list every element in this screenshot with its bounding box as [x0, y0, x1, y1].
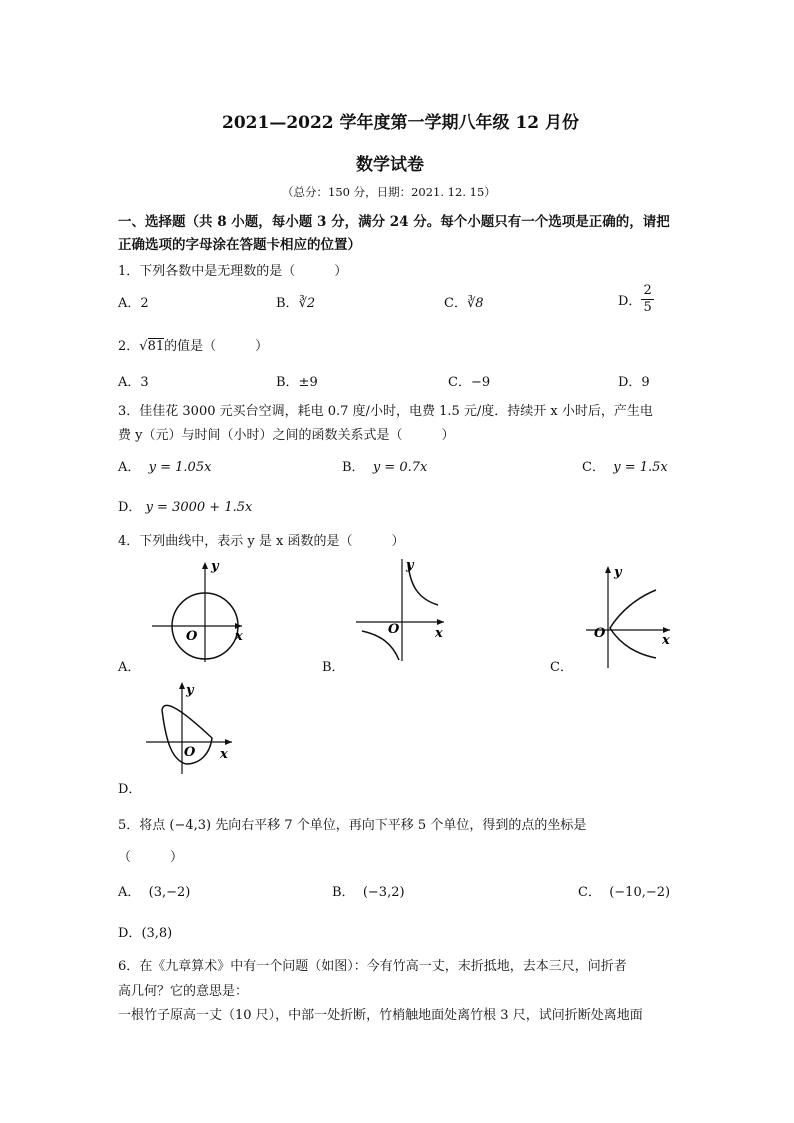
q1-stem: 1．下列各数中是无理数的是（ ）: [118, 264, 348, 279]
q3-option-d: D． y = 3000 + 1.5x: [118, 500, 253, 515]
q1-option-d-fraction: $\frac{2}{5}$: [643, 283, 652, 315]
q1-option-b: B．∛2: [276, 296, 316, 311]
q1-option-c: C．∛8: [444, 296, 484, 311]
exam-subtitle: 数学试卷: [356, 155, 424, 175]
q2-stem: 2．√81的值是（ ）: [118, 339, 269, 354]
q1-option-c-math: ∛8: [466, 296, 484, 311]
q1-option-a: A．2: [118, 296, 149, 311]
section-heading-line1: 一、选择题（共 8 小题，每小题 3 分，满分 24 分。每个小题只有一个选项是正确的，请把: [118, 214, 670, 230]
q3-option-a: A． y = 1.05x: [118, 460, 212, 475]
q4-option-a: A．: [118, 660, 141, 675]
section-heading-line2: 正确选项的字母涂在答题卡相应的位置）: [118, 237, 361, 253]
q4-option-c: C．: [550, 660, 573, 675]
q4-graph-d: [142, 680, 242, 776]
q4-stem: 4．下列曲线中，表示 y 是 x 函数的是（ ）: [118, 534, 405, 549]
svg-text:O: O: [594, 626, 606, 641]
q6-line2: 高几何？它的意思是：: [118, 984, 249, 999]
q2-option-b: B．±9: [276, 375, 318, 390]
q2-radicand: 81: [147, 339, 165, 354]
q1-option-d: D． $\frac{2}{5}$: [618, 283, 652, 315]
q3-line2: 费 y（元）与时间（小时）之间的函数关系式是（ ）: [118, 428, 455, 443]
svg-text:y: y: [614, 565, 622, 580]
q5-option-b: B． (−3,2): [332, 885, 405, 900]
q3-option-c: C． y = 1.5x: [582, 460, 668, 475]
q4-option-b: B．: [322, 660, 345, 675]
q4-graph-a: [150, 558, 250, 664]
q4-graph-c: [584, 562, 676, 670]
q2-option-a: A．3: [118, 375, 149, 390]
q5-option-a: A． (3,−2): [118, 885, 191, 900]
q3-option-b: B． y = 0.7x: [342, 460, 428, 475]
q1-option-b-math: ∛2: [298, 296, 316, 311]
q4-graph-b: [352, 555, 452, 665]
sqrt-symbol: √: [139, 339, 148, 354]
svg-text:x: x: [220, 747, 228, 762]
q5-option-c: C． (−10,−2): [578, 885, 671, 900]
q5-line2: （ ）: [118, 850, 184, 865]
svg-text:y: y: [211, 559, 219, 574]
svg-text:O: O: [388, 622, 400, 637]
q3-line1: 3．佳佳花 3000 元买台空调，耗电 0.7 度/小时，电费 1.5 元/度．持续开 x 小时后，产生电: [118, 404, 653, 419]
q2-option-c: C．−9: [448, 375, 491, 390]
svg-text:x: x: [435, 626, 443, 641]
svg-text:y: y: [406, 558, 414, 573]
exam-title: 2021—2022 学年度第一学期八年级 12 月份: [222, 113, 580, 133]
svg-text:x: x: [235, 629, 243, 644]
q6-line3: 一根竹子原高一丈（10 尺），中部一处折断，竹梢触地面处离竹根 3 尺，试问折断处离地面: [118, 1008, 643, 1023]
q5-option-d: D．(3,8): [118, 926, 173, 941]
q5-line1: 5．将点 (−4,3) 先向右平移 7 个单位，再向下平移 5 个单位，得到的点的坐标是: [118, 818, 587, 833]
svg-text:O: O: [184, 745, 196, 760]
svg-text:x: x: [662, 633, 670, 648]
q4-option-d: D．: [118, 782, 142, 797]
svg-text:O: O: [186, 629, 198, 644]
exam-info: （总分：150 分，日期：2021. 12. 15）: [282, 185, 496, 199]
q6-line1: 6．在《九章算术》中有一个问题（如图）：今有竹高一丈，末折抵地，去本三尺，问折者: [118, 959, 627, 974]
svg-text:y: y: [186, 683, 194, 698]
q2-option-d: D．9: [618, 375, 650, 390]
